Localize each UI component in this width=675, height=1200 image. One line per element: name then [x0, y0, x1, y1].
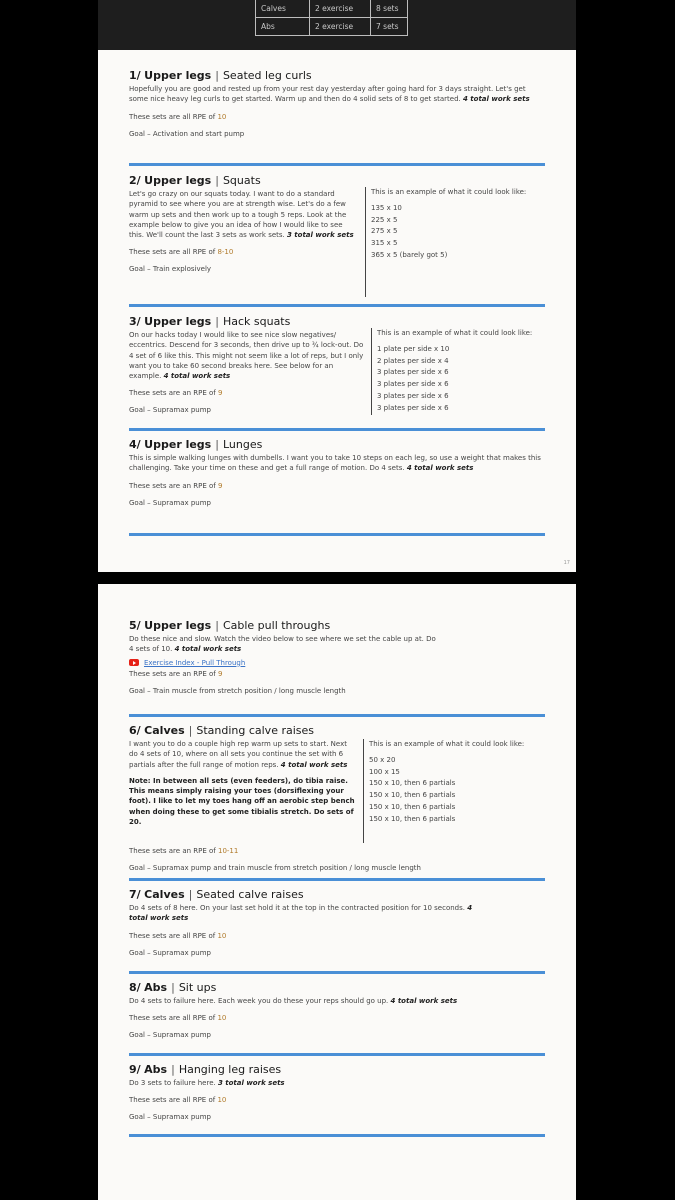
section-title: 9/ Abs | Hanging leg raises: [129, 1063, 282, 1076]
volume-table-band: [98, 0, 576, 50]
section-description: I want you to do a couple high rep warm up sets to start. Next do 4 sets of 10, where on all sets you continue the set with 6 partials after the full range of motion reps. 4 total work sets: [129, 740, 348, 769]
example-line: 3 plates per side x 6: [377, 368, 449, 377]
section-title: 3/ Upper legs | Hack squats: [129, 315, 291, 328]
rpe-value: 10-11: [217, 847, 239, 855]
rpe-text: These sets are an RPE of 9: [129, 481, 223, 490]
example-line: 150 x 10, then 6 partials: [369, 814, 456, 823]
rpe-text: These sets are all RPE of 10: [129, 1014, 227, 1023]
example-line: 135 x 10: [371, 203, 402, 212]
example-box: [363, 739, 524, 843]
video-link-row: [129, 659, 545, 667]
rpe-value: 9: [217, 389, 223, 398]
section-divider: [129, 971, 545, 974]
section-number: 4/: [129, 438, 141, 451]
rpe-text: These sets are an RPE of 10-11: [129, 847, 239, 855]
rpe-text: These sets are all RPE of 10: [129, 931, 227, 940]
table-cell-exercise: 2 exercise: [310, 0, 371, 18]
table-cell-group: Calves: [256, 0, 310, 18]
volume-table: [255, 0, 408, 36]
youtube-icon: [129, 659, 139, 666]
table-row: [256, 18, 408, 36]
section-title: 4/ Upper legs | Lunges: [129, 438, 263, 451]
exercise-section-4: [129, 438, 545, 508]
section-number: 3/: [129, 315, 141, 328]
goal-text: Goal – Train muscle from stretch position / long muscle length: [129, 686, 346, 695]
section-divider: [129, 878, 545, 881]
section-number: 6/: [129, 724, 141, 737]
section-description: Do these nice and slow. Watch the video below to see where we set the cable up at. Do 4 sets of 10. 4 total work sets: [129, 635, 436, 654]
goal-text: Goal – Supramax pump and train muscle from stretch position / long muscle length: [129, 864, 421, 872]
section-description: Do 3 sets to failure here. 3 total work sets: [129, 1079, 285, 1087]
work-sets-count: 4 total work sets: [406, 464, 474, 473]
section-title: 6/ Calves | Standing calve raises: [129, 724, 315, 737]
goal-text: Goal – Supramax pump: [129, 1031, 212, 1040]
work-sets-count: 3 total work sets: [287, 231, 354, 240]
example-line: 275 x 5: [371, 227, 398, 236]
example-line: 2 plates per side x 4: [377, 356, 449, 365]
exercise-section-6: [129, 724, 545, 873]
section-number: 5/: [129, 619, 141, 632]
goal-text: Goal – Supramax pump: [129, 1113, 212, 1122]
exercise-name: Cable pull throughs: [222, 619, 331, 632]
muscle-group: Upper legs: [144, 69, 212, 82]
goal-text: Goal – Train explosively: [129, 265, 212, 274]
example-box: [371, 328, 532, 415]
document-page-1: [98, 0, 576, 572]
exercise-name: Hanging leg raises: [178, 1063, 282, 1076]
section-number: 2/: [129, 174, 141, 187]
example-line: 3 plates per side x 6: [377, 380, 449, 389]
table-cell-sets: 8 sets: [371, 0, 408, 18]
section-title: 1/ Upper legs | Seated leg curls: [129, 69, 312, 82]
muscle-group: Upper legs: [144, 315, 212, 328]
rpe-text: These sets are an RPE of 9: [129, 669, 223, 678]
example-header: This is an example of what it could look like:: [369, 740, 525, 748]
work-sets-count: 4 total work sets: [174, 645, 242, 654]
muscle-group: Abs: [144, 981, 168, 994]
example-header: This is an example of what it could look like:: [377, 329, 533, 337]
work-sets-count: 4 total work sets: [390, 997, 458, 1005]
example-line: 150 x 10, then 6 partials: [369, 791, 456, 800]
section-number: 8/: [129, 981, 141, 994]
rpe-text: These sets are all RPE of 10: [129, 112, 227, 121]
rpe-value: 10: [217, 1096, 227, 1105]
exercise-section-8: [129, 981, 545, 1040]
example-line: 150 x 10, then 6 partials: [369, 802, 456, 811]
exercise-section-7: [129, 888, 545, 958]
goal-text: Goal – Supramax pump: [129, 948, 212, 957]
work-sets-count: 4 total work sets: [163, 372, 231, 381]
muscle-group: Abs: [144, 1063, 168, 1076]
work-sets-count: 3 total work sets: [217, 1079, 285, 1087]
page-number: 17: [563, 560, 570, 566]
goal-text: Goal – Activation and start pump: [129, 129, 245, 138]
rpe-text: These sets are all RPE of 10: [129, 1096, 227, 1105]
exercise-name: Seated leg curls: [222, 69, 312, 82]
muscle-group: Upper legs: [144, 619, 212, 632]
section-number: 1/: [129, 69, 141, 82]
muscle-group: Upper legs: [144, 174, 212, 187]
section-description: Do 4 sets to failure here. Each week you do these your reps should go up. 4 total work sets: [129, 997, 458, 1005]
muscle-group: Calves: [144, 724, 185, 737]
rpe-value: 10: [217, 112, 227, 121]
section-number: 7/: [129, 888, 141, 901]
section-description: On our hacks today I would like to see nice slow negatives/ eccentrics. Descend for 3 seconds, then drive up to ¾ lock-out. Do 4 set of 6 like this. This might not seem like a lot of reps, but I only want you to take 60 second breaks here. See below for an example. 4 total work sets: [129, 331, 364, 381]
section-title: 2/ Upper legs | Squats: [129, 174, 261, 187]
section-description: Do 4 sets of 8 here. On your last set hold it at the top in the contracted position for 10 seconds. 4 total work sets: [129, 904, 473, 923]
example-line: 225 x 5: [371, 215, 398, 224]
rpe-value: 9: [217, 669, 223, 678]
work-sets-count: 4 total work sets: [280, 760, 348, 769]
section-description: Let's go crazy on our squats today. I want to do a standard pyramid to see where you are at strength wise. Let's do a few warm up sets and then work up to a tough 5 reps. Look at the example below to give you an idea of how I would like to see this. We'll count the last 3 sets as work sets. 3 total work sets: [129, 190, 354, 240]
work-sets-count: 4 total work sets: [129, 904, 473, 923]
tibia-note: Note: In between all sets (even feeders), do tibia raise. This means simply raising your toes (dorsiflexing your foot). I like to let my toes hang off an aerobic step bench when doing these to get some tibialis stretch. Do sets of 20.: [129, 776, 355, 827]
exercise-index-link[interactable]: Exercise Index - Pull Through: [144, 658, 246, 667]
example-line: 150 x 10, then 6 partials: [369, 779, 456, 788]
exercise-section-9: [129, 1063, 545, 1122]
section-number: 9/: [129, 1063, 141, 1076]
example-line: 1 plate per side x 10: [377, 344, 450, 353]
section-divider: [129, 304, 545, 307]
example-line: 315 x 5: [371, 239, 398, 248]
example-line: 50 x 20: [369, 755, 396, 764]
section-description: Hopefully you are good and rested up from your rest day yesterday after going hard for 3 days straight. Let's get some nice heavy leg curls to get started. Warm up and then do 4 solid sets of 8 to get started. 4 total work sets: [129, 85, 530, 104]
work-sets-count: 4 total work sets: [463, 95, 530, 104]
exercise-section-2: [129, 174, 545, 297]
section-divider: [129, 163, 545, 166]
exercise-name: Sit ups: [178, 981, 217, 994]
section-title: 7/ Calves | Seated calve raises: [129, 888, 304, 901]
exercise-name: Lunges: [222, 438, 263, 451]
rpe-text: These sets are an RPE of 9: [129, 389, 223, 398]
exercise-name: Hack squats: [222, 315, 291, 328]
table-row: [256, 0, 408, 18]
table-cell-sets: 7 sets: [371, 18, 408, 36]
section-title: 8/ Abs | Sit ups: [129, 981, 217, 994]
section-description: This is simple walking lunges with dumbells. I want you to take 10 steps on each leg, so use a weight that makes this challenging. Take your time on these and get a full range of motion. Do 4 sets. 4 total work sets: [129, 454, 541, 473]
section-title: 5/ Upper legs | Cable pull throughs: [129, 619, 331, 632]
goal-text: Goal – Supramax pump: [129, 406, 212, 415]
muscle-group: Upper legs: [144, 438, 212, 451]
example-line: 3 plates per side x 6: [377, 403, 449, 412]
rpe-value: 10: [217, 1014, 227, 1023]
example-line: 100 x 15: [369, 767, 400, 776]
exercise-section-1: [129, 69, 545, 139]
goal-text: Goal – Supramax pump: [129, 498, 212, 507]
section-divider: [129, 428, 545, 431]
rpe-text: These sets are all RPE of 8-10: [129, 248, 234, 257]
section-divider: [129, 1053, 545, 1056]
example-box: [365, 187, 526, 297]
exercise-name: Squats: [222, 174, 261, 187]
table-cell-exercise: 2 exercise: [310, 18, 371, 36]
table-cell-group: Abs: [256, 18, 310, 36]
section-divider: [129, 533, 545, 536]
exercise-section-3: [129, 315, 545, 415]
exercise-section-5: [129, 619, 545, 696]
document-page-2: [98, 584, 576, 1200]
section-divider: [129, 1134, 545, 1137]
rpe-value: 8-10: [217, 248, 234, 257]
example-header: This is an example of what it could look like:: [371, 188, 527, 196]
exercise-name: Standing calve raises: [196, 724, 315, 737]
exercise-name: Seated calve raises: [196, 888, 304, 901]
example-line: 3 plates per side x 6: [377, 391, 449, 400]
section-divider: [129, 714, 545, 717]
rpe-value: 10: [217, 931, 227, 940]
rpe-value: 9: [217, 481, 223, 490]
example-line: 365 x 5 (barely got 5): [371, 250, 448, 259]
muscle-group: Calves: [144, 888, 185, 901]
